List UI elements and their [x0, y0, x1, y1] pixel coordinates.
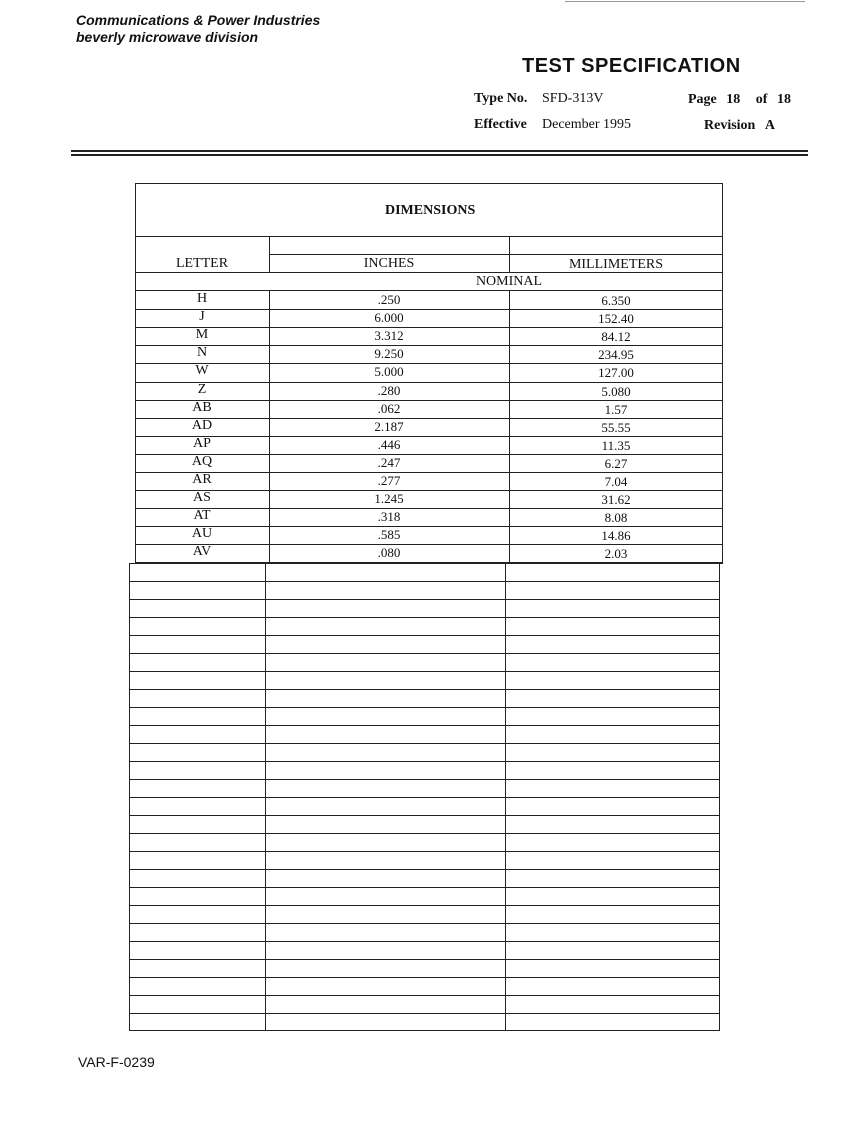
- empty-row-rule: [129, 923, 720, 924]
- type-label: Type No.: [474, 91, 528, 106]
- row-inches: .318: [377, 509, 401, 524]
- empty-row-rule: [129, 833, 720, 834]
- row-millimeters: 7.04: [604, 474, 628, 489]
- document-title: TEST SPECIFICATION: [522, 55, 741, 77]
- empty-row-rule: [129, 653, 720, 654]
- row-millimeters: 2.03: [604, 546, 628, 561]
- empty-row-rule: [129, 995, 720, 996]
- row-inches: .277: [377, 473, 401, 488]
- row-millimeters: 6.27: [604, 456, 628, 471]
- row-letter: AD: [191, 418, 213, 433]
- row-millimeters: 5.080: [601, 384, 631, 399]
- column-header-millimeters: MILLIMETERS: [568, 257, 664, 272]
- row-letter: AB: [192, 400, 212, 415]
- empty-col-divider-1: [265, 563, 266, 1031]
- row-inches: .280: [377, 383, 401, 398]
- empty-col-divider-2: [505, 563, 506, 1031]
- row-letter: Z: [197, 382, 207, 397]
- empty-row-rule: [129, 707, 720, 708]
- empty-row-rule: [129, 851, 720, 852]
- row-millimeters: 55.55: [601, 420, 631, 435]
- empty-row-rule: [129, 599, 720, 600]
- row-letter: AP: [193, 436, 211, 451]
- empty-row-rule: [129, 689, 720, 690]
- form-code: VAR-F-0239: [78, 1054, 155, 1070]
- empty-row-rule: [129, 671, 720, 672]
- row-inches: .446: [377, 437, 401, 452]
- row-millimeters: 234.95: [598, 347, 634, 362]
- empty-row-rule: [129, 815, 720, 816]
- empty-row-rule: [129, 905, 720, 906]
- type-value: SFD-313V: [542, 91, 604, 106]
- row-millimeters: 6.350: [601, 293, 631, 308]
- row-inches: .585: [377, 527, 401, 542]
- row-letter: AV: [192, 544, 212, 559]
- empty-row-rule: [129, 617, 720, 618]
- row-millimeters: 11.35: [601, 438, 631, 453]
- row-letter: J: [199, 309, 205, 324]
- company-line-1: Communications & Power Industries: [76, 12, 321, 28]
- row-inches: 1.245: [374, 491, 404, 506]
- row-letter: AT: [193, 508, 211, 523]
- column-header-rule: [269, 254, 723, 255]
- page-total: 18: [776, 92, 791, 107]
- row-inches: .250: [377, 292, 401, 307]
- page-label: Page: [688, 92, 717, 107]
- revision-value: A: [764, 118, 775, 133]
- row-inches: 3.312: [374, 328, 404, 343]
- empty-row-rule: [129, 779, 720, 780]
- empty-row-rule: [129, 743, 720, 744]
- row-letter: AS: [193, 490, 211, 505]
- row-inches: 5.000: [374, 364, 404, 379]
- row-inches: .247: [377, 455, 401, 470]
- empty-row-rule: [129, 761, 720, 762]
- data-col-divider-2: [509, 290, 510, 563]
- row-millimeters: 84.12: [601, 329, 631, 344]
- column-header-letter: LETTER: [175, 256, 229, 271]
- page-number: 18: [726, 92, 741, 107]
- row-inches: .080: [377, 545, 401, 560]
- row-letter: N: [196, 345, 208, 360]
- row-letter: AU: [191, 526, 213, 541]
- row-inches: .062: [377, 401, 401, 416]
- company-line-2: beverly microwave division: [76, 29, 259, 45]
- empty-row-rule: [129, 797, 720, 798]
- empty-row-rule: [129, 977, 720, 978]
- empty-row-rule: [129, 1013, 720, 1014]
- top-edge-rule: [565, 1, 805, 2]
- empty-row-rule: [129, 581, 720, 582]
- header-double-rule: [71, 150, 808, 156]
- row-millimeters: 14.86: [601, 528, 631, 543]
- row-millimeters: 152.40: [598, 311, 634, 326]
- empty-row-rule: [129, 941, 720, 942]
- row-millimeters: 31.62: [601, 492, 631, 507]
- data-col-divider-1: [269, 290, 270, 563]
- page-indicator: [688, 92, 791, 108]
- table-title: DIMENSIONS: [385, 203, 476, 218]
- row-millimeters: 8.08: [604, 510, 628, 525]
- empty-row-rule: [129, 959, 720, 960]
- revision-indicator: [704, 118, 775, 134]
- page-of-label: of: [755, 92, 768, 107]
- row-letter: AR: [192, 472, 212, 487]
- row-millimeters: 127.00: [598, 365, 634, 380]
- effective-label: Effective: [474, 117, 527, 132]
- row-inches: 9.250: [374, 346, 404, 361]
- company-name-block: [76, 12, 320, 46]
- empty-row-rule: [129, 635, 720, 636]
- row-inches: 6.000: [374, 310, 404, 325]
- row-letter: W: [195, 363, 209, 378]
- nominal-subheader: NOMINAL: [475, 274, 543, 289]
- header-divider: [135, 236, 723, 237]
- empty-row-rule: [129, 869, 720, 870]
- row-letter: H: [196, 291, 208, 306]
- column-header-inches: INCHES: [363, 256, 415, 271]
- revision-label: Revision: [704, 118, 756, 133]
- row-millimeters: 1.57: [604, 402, 628, 417]
- row-inches: 2.187: [374, 419, 404, 434]
- row-letter: AQ: [191, 454, 213, 469]
- effective-value: December 1995: [542, 117, 632, 132]
- row-letter: M: [195, 327, 209, 342]
- empty-row-rule: [129, 887, 720, 888]
- empty-row-rule: [129, 725, 720, 726]
